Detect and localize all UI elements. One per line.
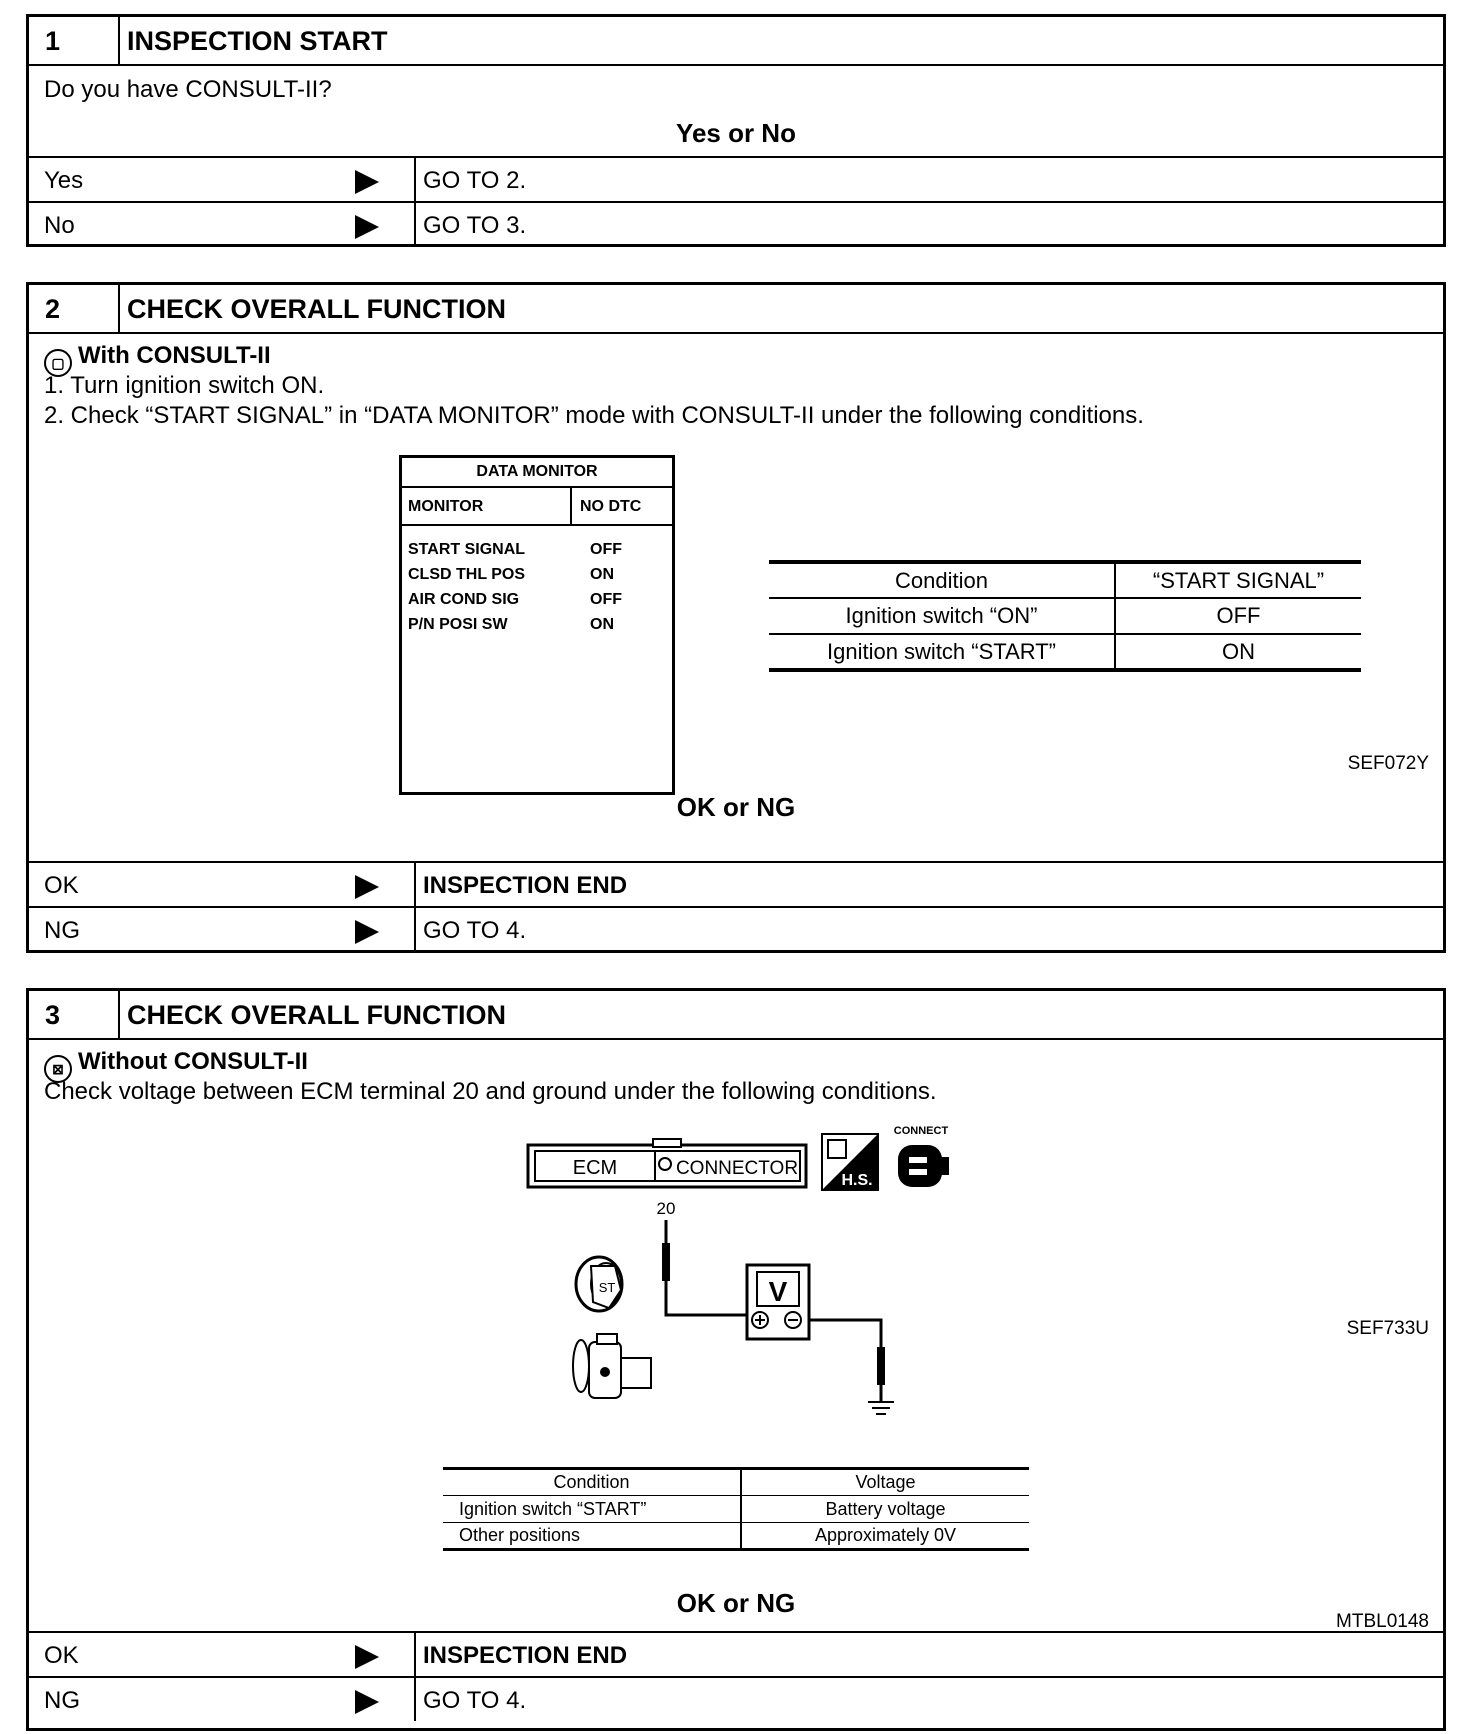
step-1-box [26,14,1446,247]
voltage-table [443,1467,1029,1551]
table-cell: Ignition switch “START” [769,634,1115,670]
data-monitor-title: DATA MONITOR [402,458,672,488]
table-cell: Other positions [443,1523,741,1550]
consult-tool-icon: ▢ [44,349,72,377]
table-header-row [769,562,1361,598]
step-number: 2 [29,285,120,332]
monitor-value: OFF [590,541,622,558]
decision-label: OK [44,1642,79,1669]
figure-id: MTBL0148 [1336,1611,1429,1632]
data-monitor-header [402,488,672,526]
decision-result[interactable]: GO TO 2. [423,167,527,194]
monitor-column: MONITOR [408,498,484,515]
decision-label: NG [44,1687,80,1714]
monitor-item: START SIGNAL [408,541,526,558]
connect-icon [894,1125,949,1187]
mode-label: With CONSULT-II [78,342,271,369]
no-consult-icon: ⊠ [44,1055,72,1083]
monitor-item: P/N POSI SW [408,616,508,633]
arrow-right-icon [355,215,379,239]
question-text: Do you have CONSULT-II? [44,76,332,103]
decision-prompt: OK or NG [676,792,796,822]
monitor-value: ON [590,566,614,583]
monitor-value: OFF [590,591,622,608]
table-row [769,634,1361,670]
step-number: 1 [29,17,120,64]
table-cell: Approximately 0V [741,1523,1029,1550]
decision-prompt: OK or NG [676,1588,796,1618]
arrow-right-icon [355,1690,379,1714]
decision-row-yes[interactable] [29,156,1443,201]
step-header [29,285,1443,334]
decision-row-ng[interactable] [29,906,1443,951]
terminal-number: 20 [656,1199,676,1218]
condition-table [769,560,1361,672]
table-cell: Ignition switch “START” [443,1496,741,1523]
decision-result[interactable]: INSPECTION END [423,872,628,899]
decision-row-ok[interactable] [29,1631,1443,1676]
table-header: “START SIGNAL” [1115,562,1361,598]
decision-label: No [44,212,75,239]
arrow-right-icon [355,875,379,899]
connector-label: CONNECTOR [675,1158,799,1179]
figure-id: SEF733U [1346,1318,1429,1339]
table-cell: ON [1115,634,1361,670]
step-3-box [26,988,1446,1731]
figure-id: SEF072Y [1347,753,1429,774]
wiring-diagram [29,1040,1443,1460]
table-row [443,1496,1029,1523]
decision-row-ng[interactable] [29,1676,1443,1721]
table-cell: OFF [1115,598,1361,634]
decision-result[interactable]: GO TO 3. [423,212,527,239]
decision-label: Yes [44,167,84,194]
key-label: ST [598,1280,616,1295]
decision-row-no[interactable] [29,201,1443,246]
monitor-item: AIR COND SIG [408,591,520,608]
step-title: CHECK OVERALL FUNCTION [127,294,507,324]
decision-prompt: Yes or No [676,118,796,148]
table-header-row [443,1469,1029,1496]
step-title: CHECK OVERALL FUNCTION [127,1000,507,1030]
mode-label: Without CONSULT-II [78,1048,308,1075]
decision-result[interactable]: INSPECTION END [423,1642,628,1669]
arrow-right-icon [355,920,379,944]
ecm-connector [528,1139,806,1187]
table-header: Condition [769,562,1115,598]
decision-label: NG [44,917,80,944]
voltmeter-icon [747,1265,809,1339]
ignition-key-icon [576,1257,622,1311]
table-header: Voltage [741,1469,1029,1496]
step-2-box [26,282,1446,953]
decision-label: OK [44,872,79,899]
step-header [29,991,1443,1040]
table-row [443,1523,1029,1550]
instruction-2: 2. Check “START SIGNAL” in “DATA MONITOR” mode with CONSULT-II under the following conditions. [44,402,1144,429]
table-header: Condition [443,1469,741,1496]
test-probe [877,1347,885,1385]
decision-row-ok[interactable] [29,861,1443,906]
arrow-right-icon [355,170,379,194]
table-row [769,598,1361,634]
test-probe [662,1243,670,1281]
instruction-1: 1. Turn ignition switch ON. [44,372,325,399]
decision-result[interactable]: GO TO 4. [423,917,527,944]
ground-icon [868,1402,894,1414]
decision-result[interactable]: GO TO 4. [423,1687,527,1714]
table-cell: Battery voltage [741,1496,1029,1523]
hs-label: H.S. [841,1172,873,1189]
table-cell: Ignition switch “ON” [769,598,1115,634]
harness-side-icon [822,1134,878,1190]
engine-icon [573,1334,651,1398]
meter-label: V [768,1276,788,1307]
ecm-label: ECM [572,1157,618,1179]
monitor-item: CLSD THL POS [408,566,526,583]
connect-label: CONNECT [893,1125,949,1137]
data-monitor-screen [399,455,675,795]
status-column: NO DTC [580,498,642,515]
step-header [29,17,1443,66]
step-number: 3 [29,991,120,1038]
arrow-right-icon [355,1645,379,1669]
monitor-value: ON [590,616,614,633]
step-title: INSPECTION START [127,26,388,56]
instruction: Check voltage between ECM terminal 20 and ground under the following conditions. [44,1078,937,1105]
